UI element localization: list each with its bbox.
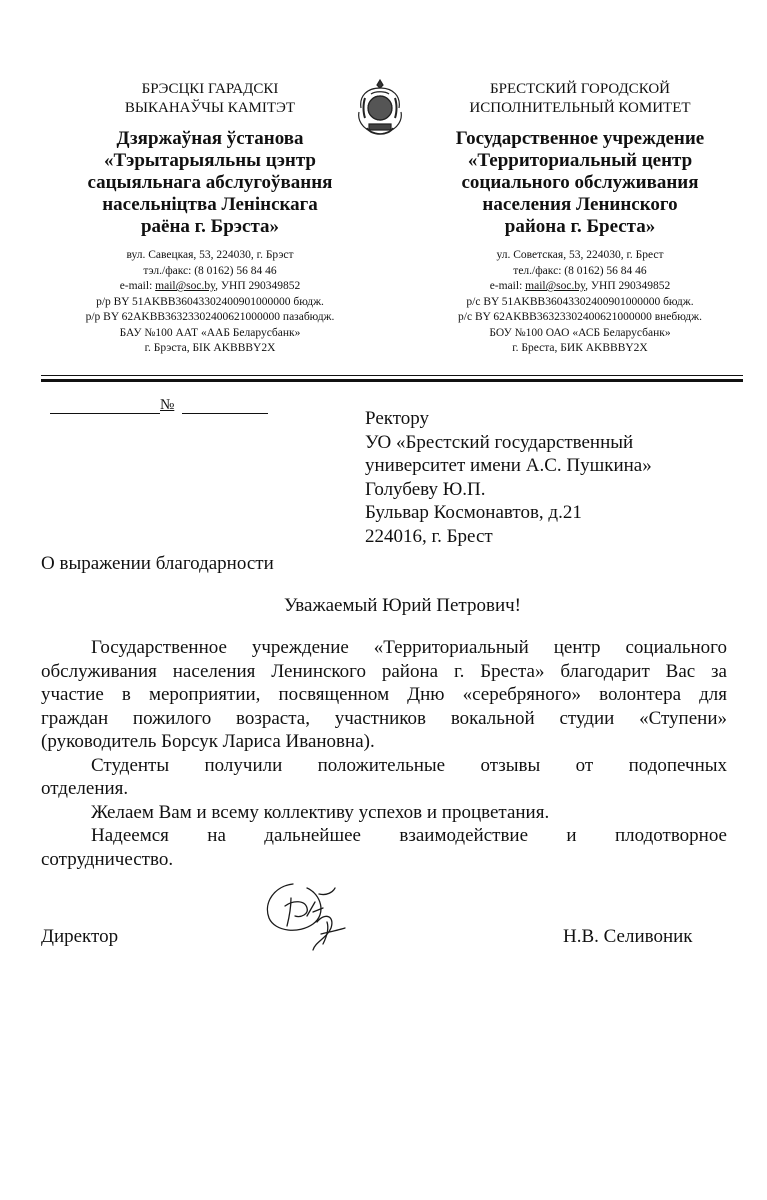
left-bank-line: БАУ №100 ААТ «ААБ Беларусбанк» [119,326,301,339]
left-email-suffix: , УНП 290349852 [215,280,301,292]
body-paragraph [41,754,727,801]
right-email-prefix: e-mail: [489,280,526,292]
right-bank-line: г. Бреста, БИК AKBBBY2X [512,342,648,354]
recipient-block [365,407,652,548]
recipient-line: УО «Брестский государственный [365,431,634,453]
doc-number-underline [182,413,268,414]
right-title-line: социального обслуживания [461,172,699,193]
signatory-name: Н.В. Селивоник [563,926,693,947]
recipient-line: 224016, г. Брест [365,525,493,547]
right-email-suffix: , УНП 290349852 [585,280,671,292]
right-address-line: тел./факс: (8 0162) 56 84 46 [513,264,647,277]
left-title-line: Дзяржаўная ўстанова [116,128,304,149]
left-title-line: «Тэрытарыяльны цэнтр [103,150,316,171]
paragraph-line: Надеемся на дальнейшее взаимодействие и плодотворное [91,825,727,846]
left-bank-line: р/р BY 62AKBB36323302400621000000 пазабюдж. [85,311,335,323]
right-header-title [410,128,750,238]
paragraph-line: Желаем Вам и всему коллективу успехов и процветания. [91,801,550,823]
right-address-line: ул. Советская, 53, 224030, г. Брест [496,249,664,261]
right-email-link[interactable]: mail@soc.by [525,280,586,292]
left-address-line: вул. Савецкая, 53, 224030, г. Брэст [126,249,294,261]
salutation: Уважаемый Юрий Петрович! [284,595,521,616]
handwritten-signature-icon [255,872,355,952]
left-header-title [30,128,390,238]
paragraph-line: Государственное учреждение «Территориальный центр социального [91,637,727,658]
doc-number-label: № [160,397,175,413]
recipient-line: университет имени А.С. Пушкина» [365,455,652,476]
recipient-line: Голубеву Ю.П. [365,478,486,500]
left-header-org [60,80,360,118]
left-header-address [30,248,390,357]
left-bank-line: г. Брэста, БІК AKBBBY2X [144,342,276,354]
body-paragraph [41,824,727,871]
signatory-position: Директор [41,926,119,947]
body-paragraph [41,636,727,754]
left-title-line: раёна г. Брэста» [140,216,280,237]
right-org-line: ИСПОЛНИТЕЛЬНЫЙ КОМИТЕТ [469,100,691,116]
recipient-line: Ректору [365,408,430,429]
left-bank-line: р/р BY 51AKBB36043302400901000000 бюдж. [96,295,324,308]
subject-line: О выражении благодарности [41,553,274,574]
right-bank-line: р/с BY 51AKBB36043302400901000000 бюдж. [466,295,694,308]
left-org-line: ВЫКАНАЎЧЫ КАМІТЭТ [124,100,296,116]
doc-date-underline [50,413,160,414]
paragraph-line: граждан пожилого возраста, участников вокальной студии «Ступени» [41,707,727,729]
right-title-line: Государственное учреждение [455,128,705,149]
recipient-line: Бульвар Космонавтов, д.21 [365,502,582,523]
paragraph-line: отделения. [41,778,129,799]
coat-of-arms-emblem-icon [353,78,407,140]
right-email-line [410,279,750,295]
paragraph-line: Студенты получили положительные отзывы от подопечных [91,754,727,776]
right-header-org [430,80,730,118]
left-title-line: насельніцтва Ленінскага [102,194,318,215]
left-org-line: БРЭСЦКІ ГАРАДСКІ [141,81,279,97]
right-org-line: БРЕСТСКИЙ ГОРОДСКОЙ [490,81,670,97]
paragraph-line: (руководитель Борсук Лариса Ивановна). [41,731,375,752]
header-rule-thick [41,379,743,382]
left-email-link[interactable]: mail@soc.by [155,280,216,292]
paragraph-line: обслуживания населения Ленинского района г. Бреста» благодарит Вас за [41,660,727,682]
right-bank-line: р/с BY 62AKBB36323302400621000000 внебюдж. [458,311,702,323]
left-email-prefix: e-mail: [119,280,156,292]
left-email-line [30,279,390,295]
right-header-address [410,248,750,357]
header-rule-thin [41,375,743,376]
paragraph-line: сотрудничество. [41,848,174,870]
left-title-line: сацыяльнага абслугоўвання [87,172,333,193]
paragraph-line: участие в мероприятии, посвященном Дню «серебряного» волонтера для [41,684,727,705]
right-title-line: населения Ленинского [482,194,678,215]
letter-body [41,636,727,871]
body-paragraph [41,801,727,825]
right-title-line: района г. Бреста» [504,216,656,237]
right-title-line: «Территориальный центр [467,150,693,171]
right-bank-line: БОУ №100 ОАО «АСБ Беларусбанк» [489,326,671,339]
left-address-line: тэл./факс: (8 0162) 56 84 46 [143,264,277,277]
